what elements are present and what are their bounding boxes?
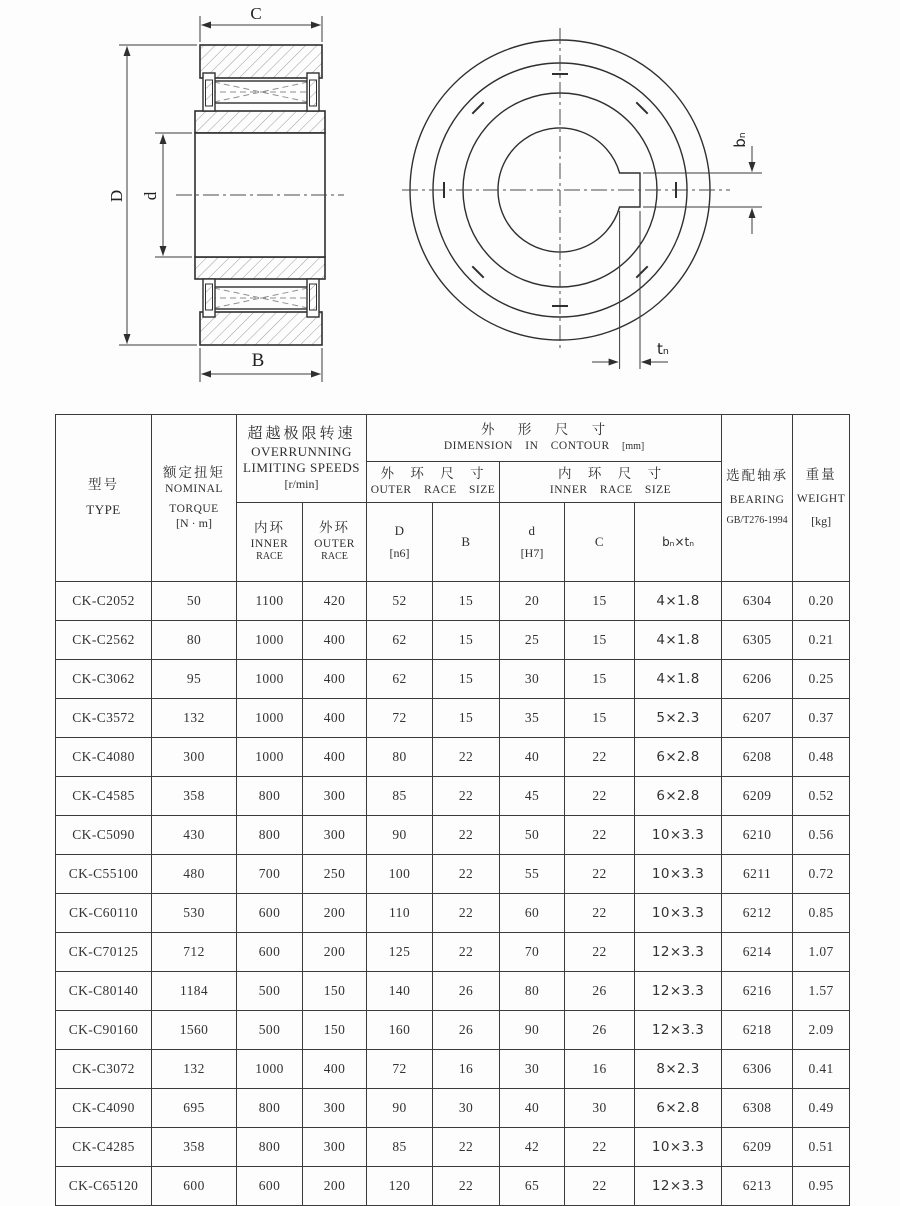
cell-d: 20 [500,582,565,621]
cell-speed-inner: 800 [237,777,303,816]
cell-weight: 0.95 [793,1167,850,1206]
cell-bearing: 6208 [722,738,793,777]
cell-B: 22 [433,738,500,777]
cell-B: 15 [433,699,500,738]
sprag-area-top [210,81,312,103]
table-row [56,660,850,699]
table-row [56,1011,850,1050]
cell-torque: 95 [152,660,237,699]
cell-type: CK-C5090 [56,816,152,855]
table-row [56,816,850,855]
table-header [56,415,850,582]
cell-speed-inner: 800 [237,816,303,855]
cell-d: 90 [500,1011,565,1050]
cell-bn-tn: 8×2.3 [635,1050,722,1089]
label-D: D [107,189,126,203]
cell-speed-outer: 300 [303,1089,367,1128]
header-speed-outer-race [303,503,367,582]
header-speeds-zh: 超越极限转速 [247,426,356,443]
cell-bn-tn: 10×3.3 [635,894,722,933]
cell-C: 22 [565,1128,635,1167]
cell-B: 22 [433,1128,500,1167]
table-row [56,933,850,972]
cell-B: 22 [433,933,500,972]
cell-C: 15 [565,660,635,699]
header-torque-zh: 额定扭矩 [163,464,225,480]
header-speeds-unit: [r/min] [284,476,319,491]
cell-d: 30 [500,660,565,699]
cell-torque: 300 [152,738,237,777]
cell-speed-outer: 200 [303,894,367,933]
cell-D: 72 [367,1050,433,1089]
header-bearing-std: GB/T276-1994 [726,515,788,527]
cell-type: CK-C3572 [56,699,152,738]
cell-C: 26 [565,972,635,1011]
header-torque-en1: NOMINAL [165,482,223,495]
header-col-B [433,503,500,582]
bearing-drawing-svg [0,0,900,414]
technical-drawing [0,0,900,414]
table-row [56,699,850,738]
cell-type: CK-C2052 [56,582,152,621]
cell-bn-tn: 10×3.3 [635,816,722,855]
cell-d: 50 [500,816,565,855]
cell-type: CK-C3072 [56,1050,152,1089]
table-row [56,1089,850,1128]
cell-speed-outer: 300 [303,816,367,855]
cell-D: 85 [367,777,433,816]
header-speed-outer-zh: 外环 [319,520,350,536]
cell-type: CK-C3062 [56,660,152,699]
cell-d: 40 [500,738,565,777]
header-speed-inner-en2: RACE [256,551,283,563]
cell-bearing: 6218 [722,1011,793,1050]
cell-C: 22 [565,855,635,894]
cell-bearing: 6209 [722,1128,793,1167]
header-col-B-sym: B [461,533,471,549]
cell-d: 42 [500,1128,565,1167]
cell-bn-tn: 5×2.3 [635,699,722,738]
cell-speed-outer: 150 [303,972,367,1011]
cell-torque: 695 [152,1089,237,1128]
cell-B: 22 [433,855,500,894]
header-bearing-zh: 选配轴承 [726,468,789,484]
cell-weight: 0.48 [793,738,850,777]
cell-bearing: 6305 [722,621,793,660]
cell-d: 60 [500,894,565,933]
cell-d: 30 [500,1050,565,1089]
cell-speed-outer: 420 [303,582,367,621]
cell-C: 26 [565,1011,635,1050]
header-speeds-en2: LIMITING SPEEDS [243,460,360,476]
cell-B: 26 [433,972,500,1011]
cell-speed-inner: 1000 [237,738,303,777]
header-dimension-en [367,439,721,454]
table-row [56,621,850,660]
header-col-bt [635,503,722,582]
cell-D: 120 [367,1167,433,1206]
cell-torque: 480 [152,855,237,894]
cell-bn-tn: 6×2.8 [635,777,722,816]
header-col-D [367,503,433,582]
header-bearing-en: BEARING [729,494,785,506]
header-dimension-en-text: DIMENSION IN CONTOUR [443,440,610,453]
cell-bn-tn: 10×3.3 [635,855,722,894]
cell-D: 100 [367,855,433,894]
table-row [56,777,850,816]
cell-weight: 0.51 [793,1128,850,1167]
table-row [56,738,850,777]
cell-C: 16 [565,1050,635,1089]
cell-type: CK-C55100 [56,855,152,894]
cell-speed-outer: 200 [303,1167,367,1206]
header-speed-inner-en1: INNER [250,538,289,550]
cell-weight: 0.52 [793,777,850,816]
cell-d: 80 [500,972,565,1011]
table-row [56,894,850,933]
cell-bearing: 6306 [722,1050,793,1089]
cell-speed-outer: 300 [303,777,367,816]
cell-B: 26 [433,1011,500,1050]
cell-weight: 0.37 [793,699,850,738]
inner-ring-top [195,111,325,133]
label-C: C [250,4,262,23]
cell-bearing: 6304 [722,582,793,621]
label-tn: tₙ [657,340,669,358]
cell-B: 15 [433,621,500,660]
cell-bn-tn: 12×3.3 [635,933,722,972]
header-col-C-sym: C [594,533,605,549]
cell-weight: 0.72 [793,855,850,894]
cell-bn-tn: 12×3.3 [635,972,722,1011]
cell-weight: 2.09 [793,1011,850,1050]
cell-bearing: 6213 [722,1167,793,1206]
cell-C: 22 [565,816,635,855]
cell-speed-outer: 250 [303,855,367,894]
cell-speed-outer: 300 [303,1128,367,1167]
label-d: d [141,191,160,201]
header-col-d [500,503,565,582]
cell-speed-inner: 600 [237,933,303,972]
cell-d: 40 [500,1089,565,1128]
cell-speed-outer: 400 [303,699,367,738]
cell-type: CK-C4090 [56,1089,152,1128]
cell-C: 22 [565,1167,635,1206]
cell-D: 90 [367,1089,433,1128]
cell-torque: 600 [152,1167,237,1206]
front-view [402,28,730,352]
cell-bn-tn: 12×3.3 [635,1011,722,1050]
table-row [56,582,850,621]
keyway-dim-labels [657,132,749,358]
cell-speed-inner: 600 [237,894,303,933]
sprag-area-bottom [210,287,312,309]
cell-bn-tn: 6×2.8 [635,1089,722,1128]
cell-type: CK-C80140 [56,972,152,1011]
cell-C: 22 [565,777,635,816]
header-col-d-tol: [H7] [520,545,544,560]
cell-B: 15 [433,582,500,621]
cell-speed-outer: 400 [303,621,367,660]
table-body [56,582,850,1206]
cell-speed-inner: 500 [237,1011,303,1050]
cell-C: 22 [565,738,635,777]
cell-B: 15 [433,660,500,699]
section-view [176,45,344,345]
cell-torque: 1560 [152,1011,237,1050]
header-col-bt-sym: bₙ×tₙ [662,534,695,549]
header-weight [793,415,850,582]
cell-bearing: 6210 [722,816,793,855]
cell-torque: 50 [152,582,237,621]
cell-type: CK-C4080 [56,738,152,777]
cell-type: CK-C4285 [56,1128,152,1167]
cell-d: 25 [500,621,565,660]
cell-speed-inner: 700 [237,855,303,894]
cell-B: 22 [433,777,500,816]
cell-weight: 0.25 [793,660,850,699]
header-weight-en: WEIGHT [796,492,846,505]
cell-d: 55 [500,855,565,894]
cell-weight: 1.57 [793,972,850,1011]
cell-weight: 0.49 [793,1089,850,1128]
cell-speed-inner: 1000 [237,699,303,738]
header-speed-outer-en1: OUTER [314,538,355,550]
cell-bn-tn: 4×1.8 [635,621,722,660]
header-dimension-zh: 外 形 尺 寸 [480,422,608,438]
cell-torque: 358 [152,1128,237,1167]
cell-weight: 0.85 [793,894,850,933]
cell-type: CK-C4585 [56,777,152,816]
label-B: B [251,350,265,371]
cell-B: 22 [433,894,500,933]
header-type-zh: 型号 [88,477,119,493]
cell-D: 125 [367,933,433,972]
header-outer-size-zh: 外 环 尺 寸 [380,466,486,482]
table-row [56,972,850,1011]
header-type [56,415,152,582]
cell-D: 62 [367,621,433,660]
cell-B: 30 [433,1089,500,1128]
header-torque-en2: TORQUE [169,502,219,515]
cell-D: 160 [367,1011,433,1050]
cell-type: CK-C90160 [56,1011,152,1050]
header-speeds [237,415,367,503]
cell-bearing: 6209 [722,777,793,816]
cell-torque: 712 [152,933,237,972]
cage-block-top-left [203,73,215,111]
cell-torque: 80 [152,621,237,660]
cell-torque: 430 [152,816,237,855]
table-row [56,1050,850,1089]
cage-block-bottom-right [307,279,319,317]
cell-bearing: 6214 [722,933,793,972]
cell-speed-outer: 200 [303,933,367,972]
keyway-dimensions [592,146,762,369]
header-col-D-sym: D [394,523,405,539]
header-speed-inner-race [237,503,303,582]
cell-C: 22 [565,894,635,933]
cell-D: 85 [367,1128,433,1167]
cell-torque: 1184 [152,972,237,1011]
cell-D: 52 [367,582,433,621]
cell-speed-outer: 400 [303,660,367,699]
cell-speed-inner: 600 [237,1167,303,1206]
cell-type: CK-C65120 [56,1167,152,1206]
outer-ring-top [200,45,322,78]
cell-bn-tn: 10×3.3 [635,1128,722,1167]
header-bearing [722,415,793,582]
header-speeds-en1: OVERRUNNING [251,444,352,460]
cell-weight: 0.56 [793,816,850,855]
cell-D: 140 [367,972,433,1011]
cell-speed-outer: 400 [303,1050,367,1089]
cell-weight: 0.20 [793,582,850,621]
cell-speed-inner: 1000 [237,621,303,660]
header-outer-race-size [367,462,500,503]
cell-bearing: 6216 [722,972,793,1011]
cell-speed-outer: 400 [303,738,367,777]
cell-d: 45 [500,777,565,816]
table-row [56,1167,850,1206]
cell-D: 110 [367,894,433,933]
header-inner-size-zh: 内 环 尺 寸 [557,466,664,482]
header-weight-zh: 重量 [805,466,837,482]
cell-bn-tn: 4×1.8 [635,660,722,699]
label-bn: bₙ [731,132,749,148]
cell-torque: 132 [152,1050,237,1089]
cell-torque: 530 [152,894,237,933]
header-inner-size-en: INNER RACE SIZE [549,484,672,497]
cell-weight: 1.07 [793,933,850,972]
cell-speed-inner: 1000 [237,660,303,699]
crosshair-centerlines [402,28,730,352]
cell-D: 62 [367,660,433,699]
cell-speed-inner: 800 [237,1089,303,1128]
inner-ring-bottom [195,257,325,279]
header-torque [152,415,237,582]
cell-d: 70 [500,933,565,972]
cell-speed-inner: 500 [237,972,303,1011]
header-col-d-sym: d [528,523,536,539]
cell-D: 72 [367,699,433,738]
table-row [56,1128,850,1167]
cell-type: CK-C70125 [56,933,152,972]
cell-d: 35 [500,699,565,738]
cage-block-bottom-left [203,279,215,317]
cage-block-top-right [307,73,319,111]
header-weight-unit: [kg] [811,514,832,529]
spec-table [55,414,850,1206]
cell-bn-tn: 6×2.8 [635,738,722,777]
cell-C: 22 [565,933,635,972]
cell-speed-inner: 800 [237,1128,303,1167]
cell-speed-outer: 150 [303,1011,367,1050]
cell-B: 16 [433,1050,500,1089]
cell-weight: 0.21 [793,621,850,660]
cell-weight: 0.41 [793,1050,850,1089]
cell-torque: 132 [152,699,237,738]
header-speed-outer-en2: RACE [321,551,348,563]
header-col-C [565,503,635,582]
header-dimension [367,415,722,462]
outer-ring-bottom [200,312,322,345]
cell-C: 15 [565,699,635,738]
cell-bn-tn: 12×3.3 [635,1167,722,1206]
cell-type: CK-C2562 [56,621,152,660]
header-outer-size-en: OUTER RACE SIZE [370,484,496,497]
cell-bn-tn: 4×1.8 [635,582,722,621]
cell-bearing: 6206 [722,660,793,699]
cell-bearing: 6211 [722,855,793,894]
cell-torque: 358 [152,777,237,816]
header-inner-race-size [500,462,722,503]
cell-C: 15 [565,621,635,660]
header-dimension-unit: [mm] [622,441,645,453]
cell-speed-inner: 1100 [237,582,303,621]
cell-C: 15 [565,582,635,621]
cell-D: 90 [367,816,433,855]
cell-speed-inner: 1000 [237,1050,303,1089]
header-speed-inner-zh: 内环 [254,520,285,536]
cell-bearing: 6212 [722,894,793,933]
cell-bearing: 6308 [722,1089,793,1128]
cell-C: 30 [565,1089,635,1128]
header-type-en: TYPE [86,502,121,518]
header-torque-unit: [N · m] [176,516,212,531]
cell-bearing: 6207 [722,699,793,738]
header-col-D-tol: [n6] [389,545,410,560]
cell-B: 22 [433,816,500,855]
cell-d: 65 [500,1167,565,1206]
cell-D: 80 [367,738,433,777]
cell-type: CK-C60110 [56,894,152,933]
table-row [56,855,850,894]
cell-B: 22 [433,1167,500,1206]
